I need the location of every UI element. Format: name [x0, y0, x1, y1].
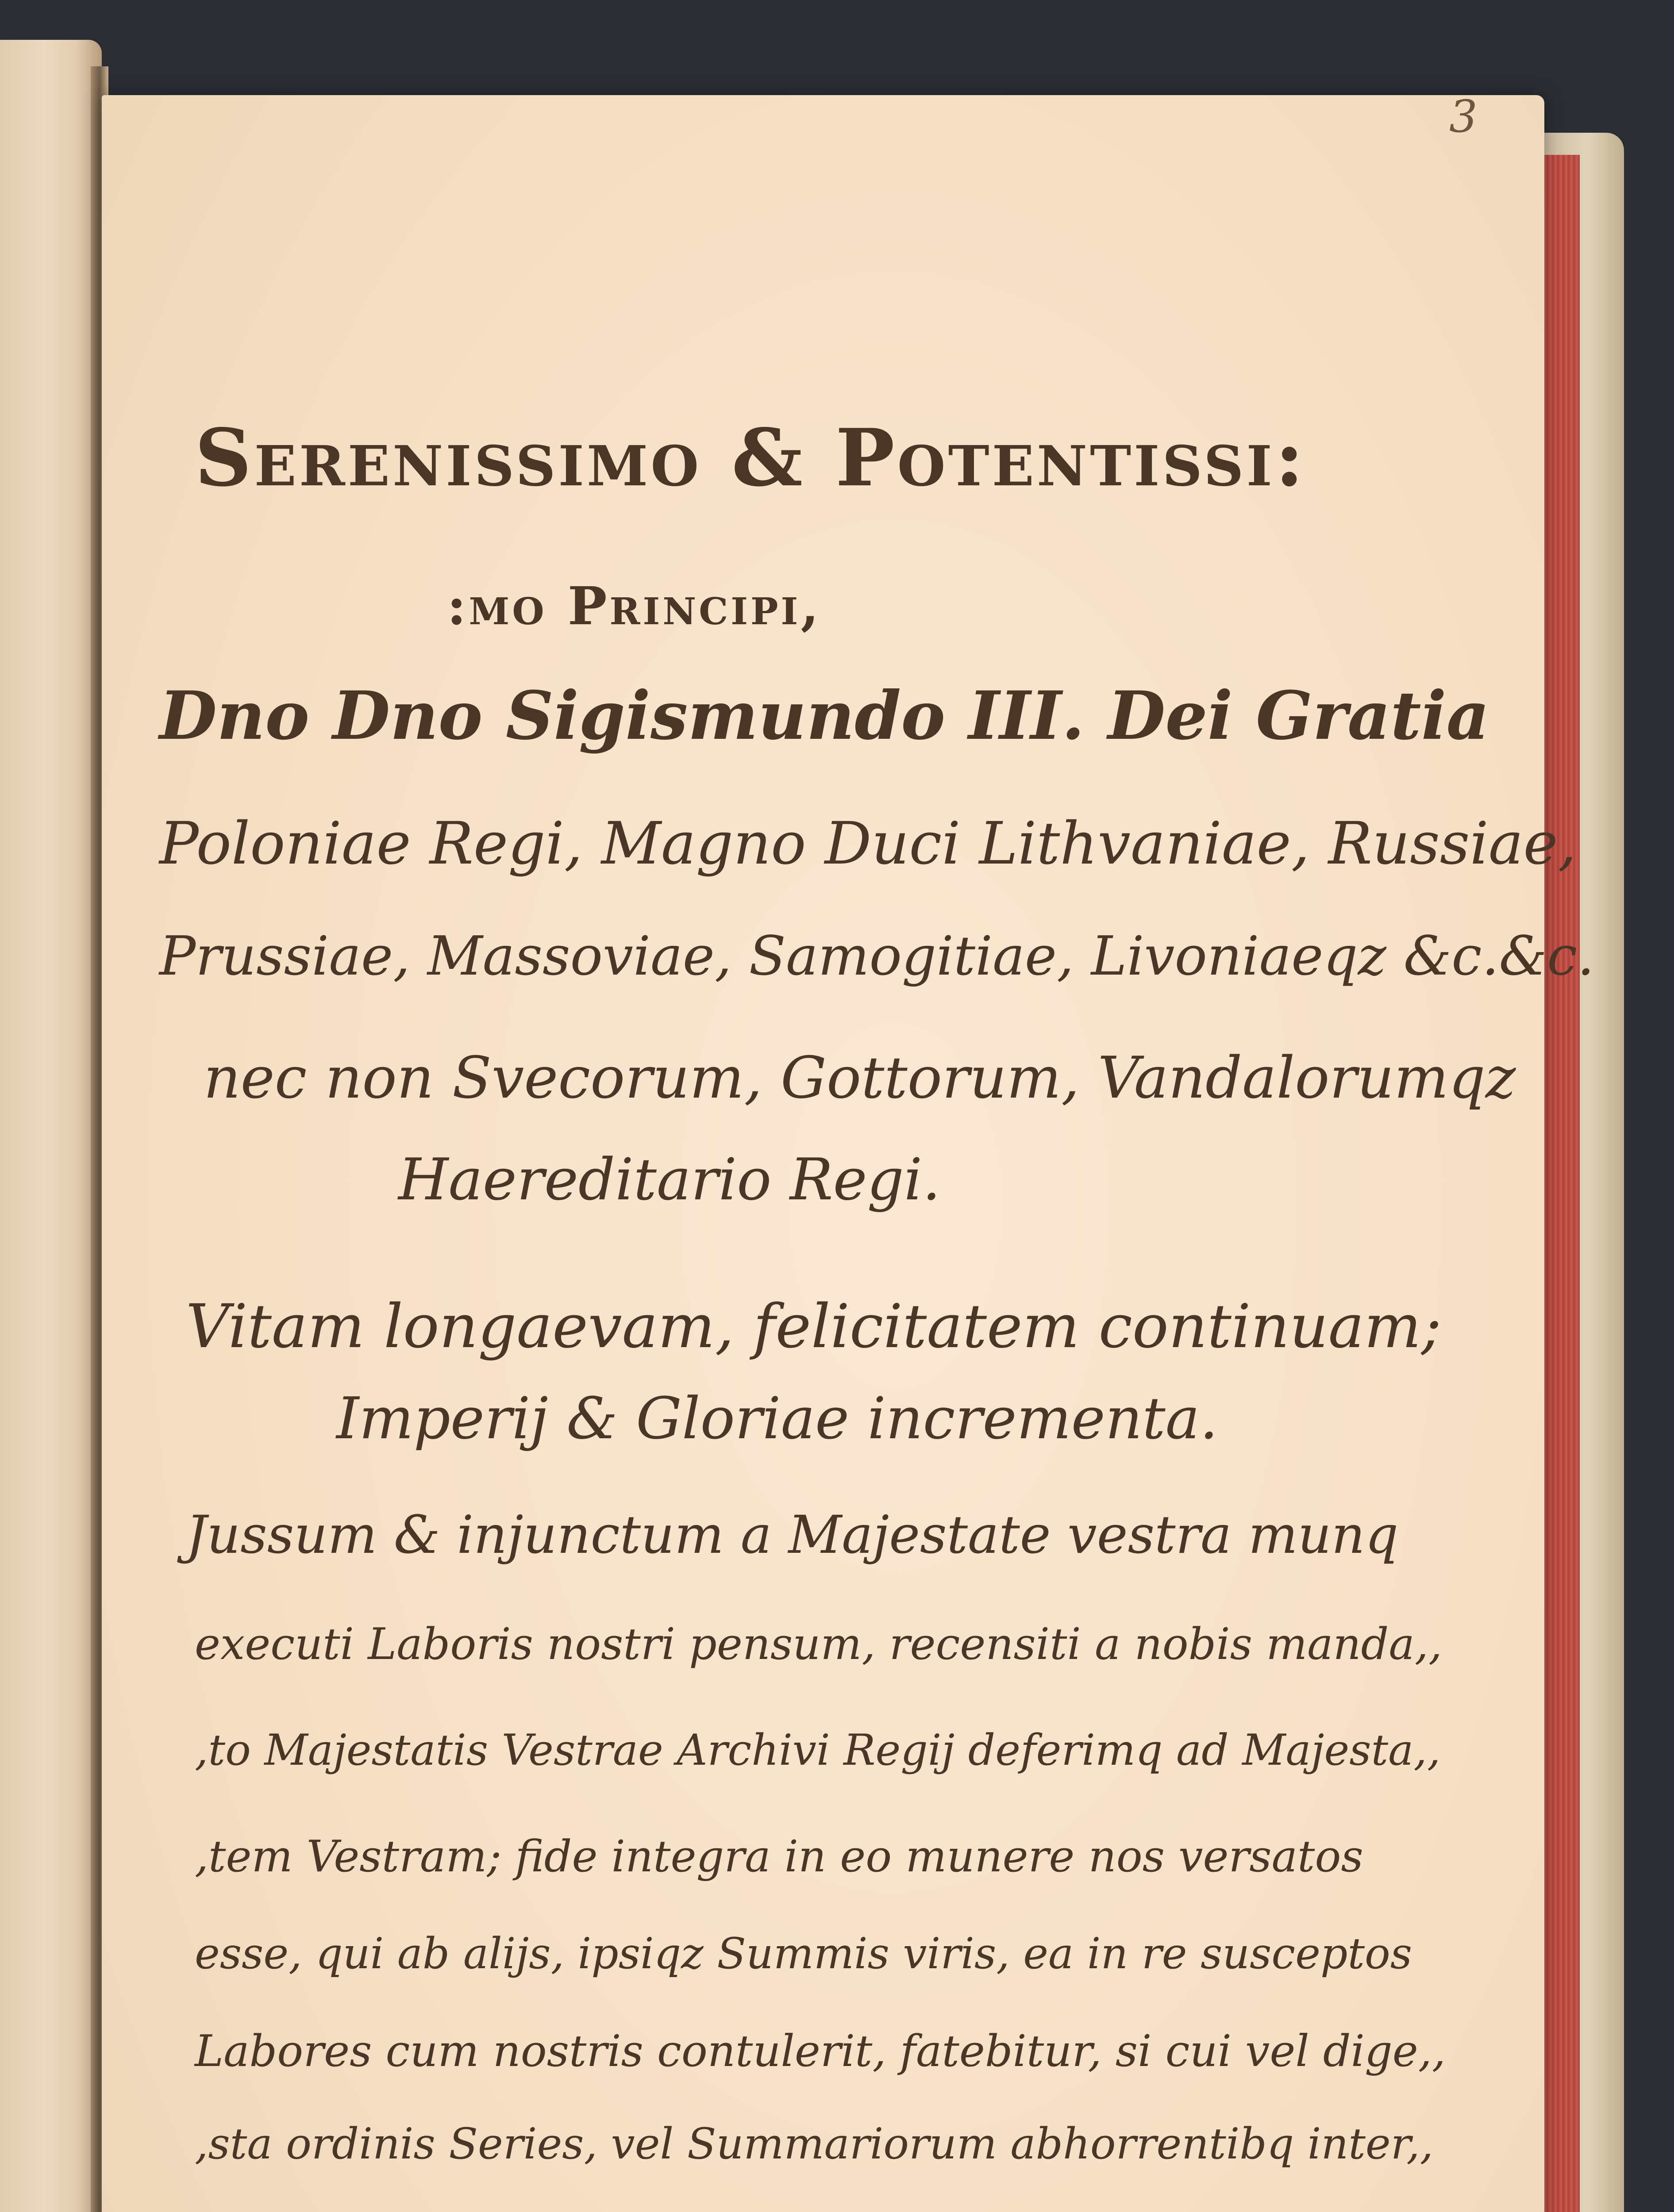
heading-line-2: :mo Principi,: [447, 575, 822, 637]
body-line-7: ,sta ordinis Series, vel Summariorum abhorrentibq inter,,: [195, 2119, 1434, 2169]
heading-line-1: Serenissimo & Potentissi:: [195, 411, 1307, 504]
body-line-6: Labores cum nostris contulerit, fatebitur, si cui vel dige,,: [195, 2026, 1446, 2077]
body-line-3: ,to Majestatis Vestrae Archivi Regij deferimq ad Majesta,,: [195, 1725, 1441, 1775]
address-line-1: Dno Dno Sigismundo III. Dei Gratia: [159, 677, 1489, 755]
wish-line-1: Vitam longaevam, felicitatem continuam;: [186, 1292, 1442, 1362]
wish-line-2: Imperij & Gloriae incrementa.: [336, 1385, 1218, 1452]
body-line-5: esse, qui ab alijs, ipsiqz Summis viris, ea in re susceptos: [195, 1929, 1412, 1978]
folio-number: 3: [1449, 91, 1478, 142]
address-line-2: Poloniae Regi, Magno Duci Lithvaniae, Russiae,: [159, 810, 1577, 878]
address-line-4: nec non Svecorum, Gottorum, Vandalorumqz: [204, 1044, 1516, 1111]
body-line-1: Jussum & injunctum a Majestate vestra munq: [186, 1504, 1399, 1565]
body-line-2: executi Laboris nostri pensum, recensiti a nobis manda,,: [195, 1619, 1443, 1670]
body-line-4: ,tem Vestram; fide integra in eo munere nos versatos: [195, 1832, 1363, 1882]
address-line-5: Haereditario Regi.: [398, 1146, 941, 1213]
left-page-edge: [0, 40, 102, 2212]
address-line-3: Prussiae, Massoviae, Samogitiae, Livoniaeqz &c.&c.: [159, 925, 1595, 987]
